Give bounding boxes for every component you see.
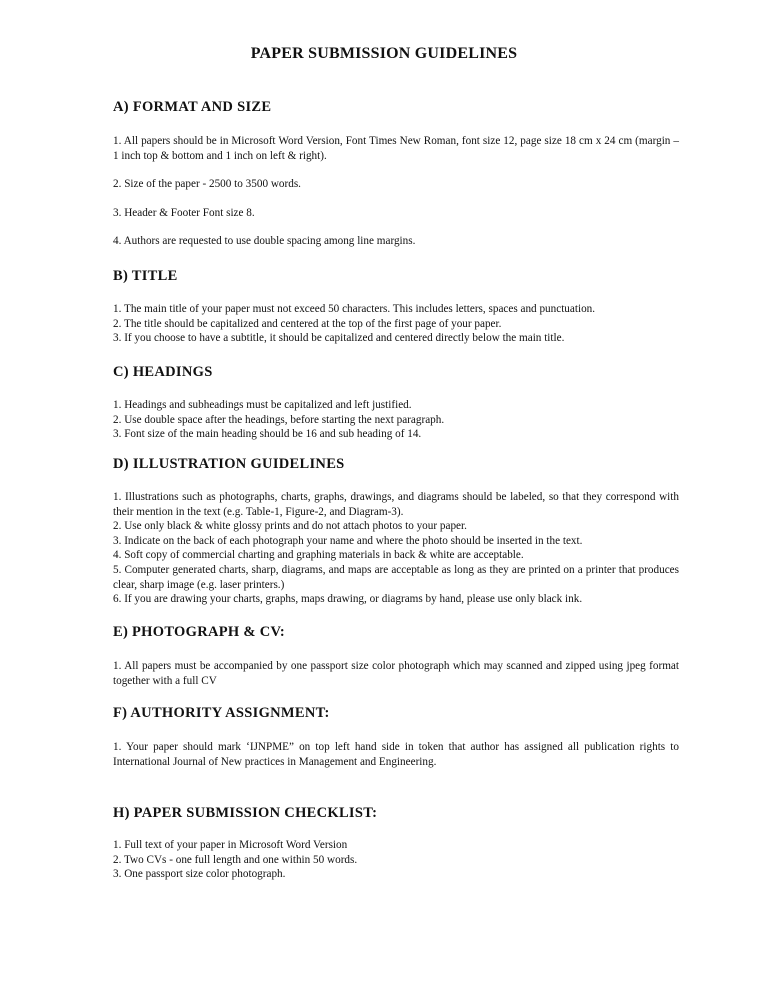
list-item: 1. Full text of your paper in Microsoft Word Version — [113, 839, 348, 851]
section-heading: D) ILLUSTRATION GUIDELINES — [113, 456, 345, 472]
list-item: 3. One passport size color photograph. — [113, 868, 286, 881]
list-item: 6. If you are drawing your charts, graphs, maps drawing, or diagrams by hand, please use only black ink. — [113, 593, 583, 606]
section-title — [113, 268, 679, 346]
list-item: 1. Your paper should mark ‘IJNPME” on top left hand side in token that author has assigned all publication rights to International Journal of New practices in Management and Engineering. — [113, 741, 679, 768]
section-heading: F) AUTHORITY ASSIGNMENT: — [113, 705, 330, 721]
list-item: 2. Use double space after the headings, before starting the next paragraph. — [113, 413, 445, 426]
section-photograph-cv — [113, 624, 679, 688]
list-item: 1. All papers should be in Microsoft Word Version, Font Times New Roman, font size 12, page size 18 cm x 24 cm (margin – 1 inch top & bottom and 1 inch on left & right). — [113, 135, 679, 162]
list-item: 2. Two CVs - one full length and one within 50 words. — [113, 853, 358, 866]
section-format-and-size — [113, 99, 679, 249]
list-item: 2. Use only black & white glossy prints and do not attach photos to your paper. — [113, 520, 467, 533]
list-item: 2. Size of the paper - 2500 to 3500 words. — [113, 178, 301, 190]
list-item: 4. Soft copy of commercial charting and graphing materials in back & white are acceptable. — [113, 549, 524, 562]
section-headings — [113, 364, 679, 442]
document-title: PAPER SUBMISSION GUIDELINES — [250, 45, 518, 62]
section-submission-checklist — [113, 805, 679, 882]
list-item: 1. The main title of your paper must not exceed 50 characters. This includes letters, spaces and punctuation. — [113, 303, 596, 315]
section-heading: C) HEADINGS — [113, 364, 213, 380]
list-item: 3. Font size of the main heading should be 16 and sub heading of 14. — [113, 428, 422, 441]
list-item: 3. Header & Footer Font size 8. — [113, 206, 255, 219]
list-item: 4. Authors are requested to use double spacing among line margins. — [113, 235, 416, 247]
list-item: 1. Illustrations such as photographs, charts, graphs, drawings, and diagrams should be labeled, so that they correspond with their mention in the text (e.g. Table-1, Figure-2, and Diagram-3). — [113, 491, 679, 518]
section-heading: A) FORMAT AND SIZE — [113, 99, 272, 115]
section-authority-assignment — [113, 705, 679, 769]
list-item: 2. The title should be capitalized and centered at the top of the first page of your paper. — [113, 317, 502, 330]
list-item: 3. Indicate on the back of each photograph your name and where the photo should be inserted in the text. — [113, 534, 583, 547]
list-item: 5. Computer generated charts, sharp, diagrams, and maps are acceptable as long as they are printed on a printer that produces clear, sharp image (e.g. laser printers.) — [113, 563, 679, 591]
section-heading: E) PHOTOGRAPH & CV: — [113, 624, 286, 640]
list-item: 1. All papers must be accompanied by one passport size color photograph which may scanned and zipped using jpeg format together with a full CV — [113, 660, 679, 687]
section-heading: H) PAPER SUBMISSION CHECKLIST: — [113, 805, 378, 821]
section-heading: B) TITLE — [113, 268, 178, 284]
section-illustration-guidelines — [113, 456, 679, 607]
list-item: 3. If you choose to have a subtitle, it should be capitalized and centered directly below the main title. — [113, 332, 565, 345]
list-item: 1. Headings and subheadings must be capitalized and left justified. — [113, 399, 412, 411]
